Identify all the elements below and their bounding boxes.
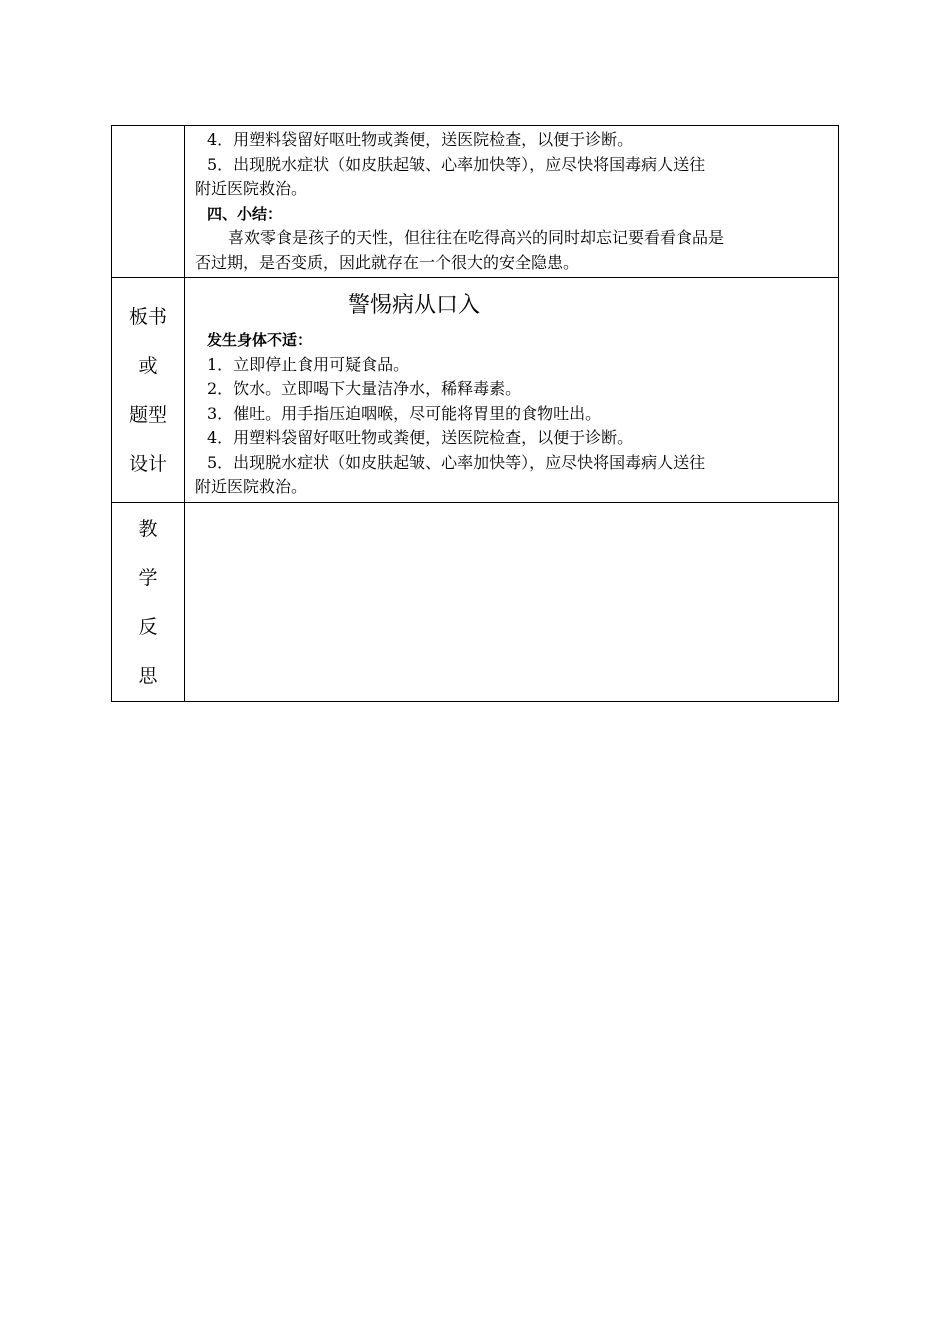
- board-label-line-4: 设计: [128, 453, 167, 475]
- board-item-1: 1．立即停止食用可疑食品。: [207, 354, 410, 374]
- continued-content-row: [112, 126, 839, 278]
- board-label-line-2: 或: [138, 355, 158, 377]
- lesson-plan-table: [111, 125, 839, 702]
- teaching-reflection-row: [112, 502, 839, 701]
- board-item-2: 2．饮水。立即喝下大量洁净水，稀释毒素。: [207, 379, 522, 398]
- teaching-reflection-label: [112, 502, 185, 701]
- board-label-line-3: 题型: [128, 404, 167, 426]
- summary-line-2: 否过期，是否变质，因此就存在一个很大的安全隐患。: [195, 252, 580, 272]
- reflection-label-line-2: 学: [138, 566, 158, 589]
- board-design-label: [112, 278, 185, 503]
- board-design-content: [185, 278, 839, 503]
- board-item-5: 5．出现脱水症状（如皮肤起皱、心率加快等），应尽快将国毒病人送往: [207, 452, 706, 472]
- step-4-text: 4．用塑料袋留好呕吐物或粪便，送医院检查，以便于诊断。: [207, 130, 634, 149]
- continued-content-cell: [185, 126, 839, 278]
- board-label-line-1: 板书: [128, 306, 167, 328]
- board-subheading: 发生身体不适：: [207, 331, 313, 349]
- step-5-text: 5．出现脱水症状（如皮肤起皱、心率加快等），应尽快将国毒病人送往: [207, 154, 706, 174]
- board-title: 警惕病从口入: [348, 293, 481, 318]
- reflection-label-line-4: 思: [138, 664, 158, 687]
- summary-line-1: 喜欢零食是孩子的天性，但往往在吃得高兴的同时却忘记要看看食品是: [228, 228, 725, 247]
- reflection-label-line-3: 反: [138, 615, 158, 638]
- board-design-row: [112, 278, 839, 503]
- summary-heading: 四、小结：: [207, 204, 283, 223]
- step-5-continuation: 附近医院救治。: [195, 179, 308, 198]
- teaching-reflection-content: [185, 502, 839, 701]
- board-item-5-continuation: 附近医院救治。: [195, 477, 308, 496]
- board-item-3: 3．催吐。用手指压迫咽喉，尽可能将胃里的食物吐出。: [207, 403, 602, 423]
- empty-label-cell: [112, 126, 185, 278]
- reflection-label-line-1: 教: [138, 517, 158, 540]
- board-item-4: 4．用塑料袋留好呕吐物或粪便，送医院检查，以便于诊断。: [207, 428, 634, 447]
